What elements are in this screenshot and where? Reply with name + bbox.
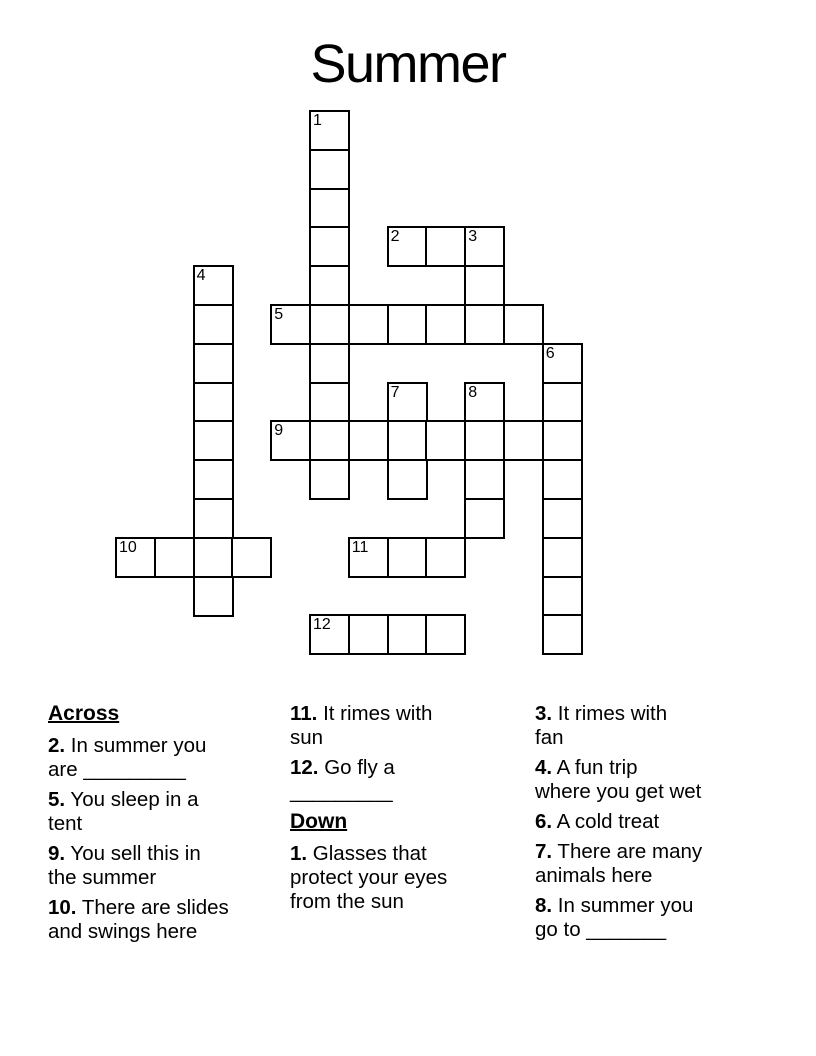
cell-number-12: 12 [313,616,331,634]
grid-cell-r9-c7[interactable] [387,459,428,500]
clue-item-7 [535,840,775,888]
grid-cell-r8-c4[interactable] [270,420,311,461]
clue-number: 7. [535,840,553,863]
clue-line: 2. In summer you [48,734,207,757]
clue-line: the summer [48,866,157,889]
clue-line: where you get wet [535,780,702,803]
clue-line: go to _______ [535,918,667,941]
clue-line: protect your eyes [290,866,448,889]
grid-cell-r11-c0[interactable] [115,537,156,578]
clue-line: from the sun [290,890,404,913]
cell-number-9: 9 [274,422,284,440]
clue-number: 11. [290,702,318,725]
grid-cell-r8-c7[interactable] [387,420,428,461]
grid-cell-r9-c9[interactable] [464,459,505,500]
grid-cell-r9-c5[interactable] [309,459,350,500]
grid-cell-r7-c5[interactable] [309,382,350,423]
grid-cell-r11-c1[interactable] [154,537,195,578]
crossword-grid [115,110,583,656]
grid-cell-r11-c11[interactable] [542,537,583,578]
grid-cell-r5-c8[interactable] [425,304,466,345]
clue-item-4 [535,756,775,804]
grid-cell-r5-c9[interactable] [464,304,505,345]
grid-cell-r11-c6[interactable] [348,537,389,578]
grid-cell-r3-c7[interactable] [387,226,428,267]
grid-cell-r5-c6[interactable] [348,304,389,345]
clue-line: 6. A cold treat [535,810,660,833]
clue-number: 3. [535,702,553,725]
clue-number: 5. [48,788,66,811]
clue-line: 5. You sleep in a [48,788,199,811]
grid-cell-r2-c5[interactable] [309,188,350,229]
clue-line: 10. There are slides [48,896,229,919]
grid-cell-r10-c9[interactable] [464,498,505,539]
grid-cell-r7-c11[interactable] [542,382,583,423]
clue-number: 9. [48,842,66,865]
clue-item-5 [48,788,294,836]
clue-line: 7. There are many [535,840,703,863]
clue-item-8 [535,894,775,942]
clue-line: 1. Glasses that [290,842,427,865]
grid-cell-r11-c3[interactable] [231,537,272,578]
cell-number-11: 11 [351,538,369,556]
clue-number: 4. [535,756,553,779]
clues-column-down [535,702,775,948]
clue-item-12 [290,756,520,804]
clue-item-2 [48,734,294,782]
clue-number: 10. [48,896,77,919]
grid-cell-r6-c5[interactable] [309,343,350,384]
grid-cell-r5-c10[interactable] [503,304,544,345]
clue-number: 2. [48,734,66,757]
grid-cell-r11-c2[interactable] [193,537,234,578]
clue-line: 3. It rimes with [535,702,668,725]
grid-cell-r4-c5[interactable] [309,265,350,306]
cell-number-3: 3 [468,228,478,246]
cell-number-4: 4 [196,267,206,285]
clue-line: _________ [290,780,393,803]
grid-cell-r4-c9[interactable] [464,265,505,306]
grid-cell-r3-c5[interactable] [309,226,350,267]
grid-cell-r8-c6[interactable] [348,420,389,461]
clue-item-1 [290,842,520,914]
grid-cell-r10-c2[interactable] [193,498,234,539]
clue-line: sun [290,726,324,749]
grid-cell-r13-c8[interactable] [425,614,466,655]
grid-cell-r13-c7[interactable] [387,614,428,655]
grid-cell-r4-c2[interactable] [193,265,234,306]
grid-cell-r1-c5[interactable] [309,149,350,190]
grid-cell-r7-c9[interactable] [464,382,505,423]
cell-number-6: 6 [545,344,555,362]
cell-number-7: 7 [390,383,400,401]
grid-cell-r7-c7[interactable] [387,382,428,423]
clue-item-9 [48,842,294,890]
grid-cell-r11-c8[interactable] [425,537,466,578]
grid-cell-r5-c7[interactable] [387,304,428,345]
clue-number: 8. [535,894,553,917]
clue-number: 12. [290,756,319,779]
clues-column-across [48,702,294,950]
grid-cell-r5-c5[interactable] [309,304,350,345]
grid-cell-r12-c11[interactable] [542,576,583,617]
clue-line: 4. A fun trip [535,756,638,779]
clue-line: and swings here [48,920,198,943]
clue-line: 8. In summer you [535,894,694,917]
grid-cell-r8-c2[interactable] [193,420,234,461]
cell-number-5: 5 [274,306,284,323]
grid-cell-r6-c11[interactable] [542,343,583,384]
grid-cell-r3-c8[interactable] [425,226,466,267]
grid-cell-r11-c7[interactable] [387,537,428,578]
grid-cell-r9-c11[interactable] [542,459,583,500]
grid-cell-r3-c9[interactable] [464,226,505,267]
grid-cell-r8-c10[interactable] [503,420,544,461]
clue-item-10 [48,896,294,944]
grid-cell-r13-c6[interactable] [348,614,389,655]
puzzle-title: Summer [310,34,506,94]
clue-line: 11. It rimes with [290,702,433,725]
cell-number-10: 10 [119,538,137,556]
grid-cell-r10-c11[interactable] [542,498,583,539]
grid-cell-r7-c2[interactable] [193,382,234,423]
grid-cell-r8-c9[interactable] [464,420,505,461]
clue-line: animals here [535,864,653,887]
across-header: Across [48,702,120,725]
clues-column-middle [290,702,520,920]
clue-line: are _________ [48,758,186,781]
grid-cell-r0-c5[interactable] [309,110,350,151]
clue-number: 1. [290,842,308,865]
grid-cell-r12-c2[interactable] [193,576,234,617]
clue-item-3 [535,702,775,750]
grid-cell-r5-c2[interactable] [193,304,234,345]
cell-number-2: 2 [390,228,400,246]
cell-number-1: 1 [313,112,322,129]
grid-cell-r5-c4[interactable] [270,304,311,345]
grid-cell-r13-c11[interactable] [542,614,583,655]
grid-cell-r9-c2[interactable] [193,459,234,500]
clue-item-11 [290,702,520,750]
grid-cell-r8-c8[interactable] [425,420,466,461]
cell-number-8: 8 [468,383,478,401]
grid-cell-r8-c5[interactable] [309,420,350,461]
down-header: Down [290,810,348,833]
clue-line: tent [48,812,83,835]
clue-number: 6. [535,810,553,833]
grid-cell-r8-c11[interactable] [542,420,583,461]
grid-cell-r6-c2[interactable] [193,343,234,384]
clue-line: 12. Go fly a [290,756,395,779]
grid-cell-r13-c5[interactable] [309,614,350,655]
clue-item-6 [535,810,775,834]
clue-line: fan [535,726,564,749]
clue-line: 9. You sell this in [48,842,201,865]
